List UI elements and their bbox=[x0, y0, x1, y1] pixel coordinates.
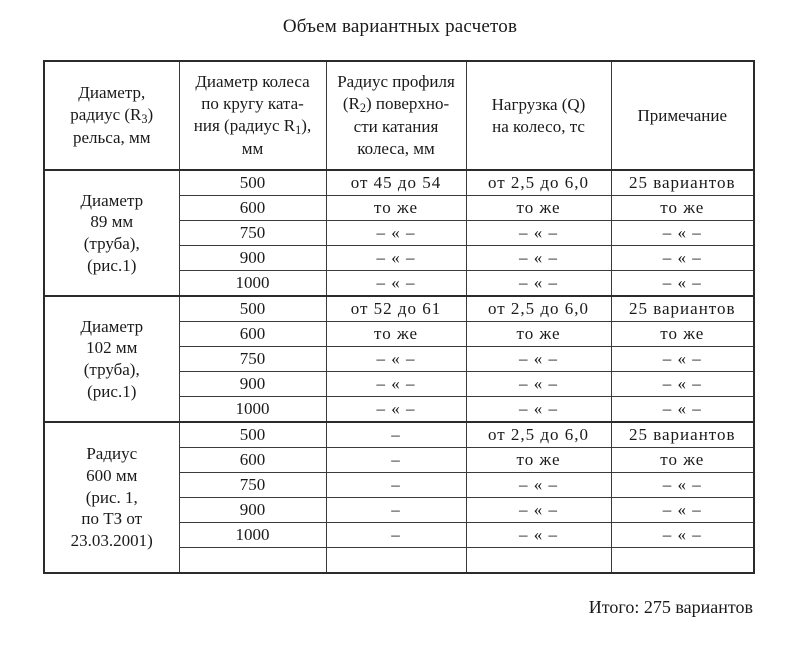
cell-load: – « – bbox=[466, 397, 611, 423]
table-header bbox=[44, 61, 754, 170]
group-label-line: (труба), bbox=[83, 360, 140, 379]
cell-wheel-diameter: 500 bbox=[179, 296, 326, 322]
cell-wheel-diameter: 900 bbox=[179, 372, 326, 397]
cell-profile-radius: – bbox=[326, 422, 466, 448]
header-text: (R bbox=[342, 93, 360, 113]
cell-note: – « – bbox=[611, 498, 754, 523]
table-body bbox=[44, 170, 754, 573]
cell-profile-radius: – bbox=[326, 523, 466, 548]
group-label-cell bbox=[44, 170, 179, 296]
cell-profile-radius: – bbox=[326, 473, 466, 498]
column-header-rail-diameter bbox=[44, 61, 179, 170]
cell-profile-radius: то же bbox=[326, 322, 466, 347]
cell-load: то же bbox=[466, 448, 611, 473]
cell-profile-radius: – « – bbox=[326, 246, 466, 271]
group-label-cell bbox=[44, 422, 179, 573]
header-text: ), bbox=[301, 115, 312, 135]
cell-note: 25 вариантов bbox=[611, 170, 754, 196]
cell-wheel-diameter: 900 bbox=[179, 498, 326, 523]
cell-profile-radius: от 52 до 61 bbox=[326, 296, 466, 322]
column-header-note bbox=[611, 61, 754, 170]
cell-wheel-diameter: 1000 bbox=[179, 397, 326, 423]
cell-wheel-diameter: 600 bbox=[179, 196, 326, 221]
group-label-line: (рис.1) bbox=[87, 255, 137, 275]
cell-note: то же bbox=[611, 196, 754, 221]
table-row bbox=[44, 422, 754, 448]
subscript-r3: 3 bbox=[141, 111, 148, 126]
cell-load: – « – bbox=[466, 347, 611, 372]
table-row bbox=[44, 170, 754, 196]
cell-profile-radius: от 45 до 54 bbox=[326, 170, 466, 196]
header-line: Примечание bbox=[637, 105, 728, 125]
cell-note: то же bbox=[611, 322, 754, 347]
cell-profile-radius: то же bbox=[326, 196, 466, 221]
cell-wheel-diameter: 500 bbox=[179, 170, 326, 196]
header-line bbox=[183, 115, 323, 139]
cell-note: – « – bbox=[611, 397, 754, 423]
header-line bbox=[330, 93, 463, 117]
header-line: Диаметр, bbox=[78, 82, 146, 102]
column-header-wheel-diameter bbox=[179, 61, 326, 170]
cell-load: – « – bbox=[466, 271, 611, 297]
cell-wheel-diameter: 600 bbox=[179, 448, 326, 473]
header-line: Нагрузка (Q) bbox=[491, 94, 586, 114]
cell-note: – « – bbox=[611, 271, 754, 297]
cell-wheel-diameter: 750 bbox=[179, 473, 326, 498]
header-line: на колесо, тс bbox=[492, 116, 585, 136]
header-text: ния (радиус R bbox=[193, 115, 296, 135]
header-text: ) поверхно- bbox=[365, 93, 450, 113]
subscript-r1: 1 bbox=[295, 122, 302, 137]
group-label-line: Диаметр bbox=[80, 190, 144, 210]
cell-profile-radius: – « – bbox=[326, 221, 466, 246]
group-label-line: Радиус bbox=[86, 444, 138, 464]
header-text: ) bbox=[147, 104, 154, 124]
group-label-line: (рис.1) bbox=[87, 381, 137, 401]
cell-load: от 2,5 до 6,0 bbox=[466, 296, 611, 322]
variant-calculation-table bbox=[43, 60, 755, 574]
header-line: рельса, мм bbox=[72, 128, 151, 148]
cell-note: – « – bbox=[611, 347, 754, 372]
header-line: мм bbox=[241, 139, 264, 159]
cell-load bbox=[466, 548, 611, 574]
cell-load: – « – bbox=[466, 498, 611, 523]
header-line: Радиус профиля bbox=[337, 72, 455, 92]
cell-wheel-diameter: 750 bbox=[179, 221, 326, 246]
cell-load: от 2,5 до 6,0 bbox=[466, 170, 611, 196]
cell-note: 25 вариантов bbox=[611, 296, 754, 322]
total-label: Итого: 275 вариантов bbox=[588, 597, 753, 617]
cell-wheel-diameter: 1000 bbox=[179, 523, 326, 548]
cell-load: то же bbox=[466, 196, 611, 221]
cell-note: – « – bbox=[611, 523, 754, 548]
group-label-line: 102 мм bbox=[86, 338, 138, 358]
calculation-table-container bbox=[43, 60, 753, 574]
cell-load: – « – bbox=[466, 246, 611, 271]
group-label-line: 23.03.2001) bbox=[70, 531, 153, 551]
cell-profile-radius: – bbox=[326, 498, 466, 523]
cell-wheel-diameter: 900 bbox=[179, 246, 326, 271]
cell-note: – « – bbox=[611, 246, 754, 271]
cell-profile-radius bbox=[326, 548, 466, 574]
column-header-load bbox=[466, 61, 611, 170]
subscript-r2: 2 bbox=[359, 100, 366, 115]
cell-profile-radius: – « – bbox=[326, 271, 466, 297]
cell-note: – « – bbox=[611, 473, 754, 498]
cell-note: 25 вариантов bbox=[611, 422, 754, 448]
cell-note bbox=[611, 548, 754, 574]
header-line: сти катания bbox=[353, 117, 439, 137]
group-label-line: по ТЗ от bbox=[81, 509, 143, 529]
cell-wheel-diameter: 500 bbox=[179, 422, 326, 448]
header-line bbox=[48, 104, 176, 128]
header-line: Диаметр колеса bbox=[195, 72, 310, 92]
column-header-profile-radius bbox=[326, 61, 466, 170]
group-label-line: (труба), bbox=[83, 234, 140, 253]
cell-note: то же bbox=[611, 448, 754, 473]
group-label-cell bbox=[44, 296, 179, 422]
group-label-line: 89 мм bbox=[90, 212, 134, 232]
cell-load: – « – bbox=[466, 523, 611, 548]
cell-wheel-diameter: 600 bbox=[179, 322, 326, 347]
cell-load: – « – bbox=[466, 372, 611, 397]
header-text: радиус (R bbox=[70, 104, 142, 124]
cell-wheel-diameter bbox=[179, 548, 326, 574]
group-label-line: Диаметр bbox=[80, 316, 144, 336]
header-line: колеса, мм bbox=[357, 139, 435, 159]
cell-wheel-diameter: 750 bbox=[179, 347, 326, 372]
cell-profile-radius: – « – bbox=[326, 372, 466, 397]
cell-note: – « – bbox=[611, 221, 754, 246]
group-label-line: 600 мм bbox=[86, 465, 138, 485]
header-line: по кругу ката- bbox=[201, 93, 304, 113]
cell-load: – « – bbox=[466, 221, 611, 246]
group-label-line: (рис. 1, bbox=[85, 487, 138, 507]
cell-wheel-diameter: 1000 bbox=[179, 271, 326, 297]
cell-load: от 2,5 до 6,0 bbox=[466, 422, 611, 448]
table-row bbox=[44, 296, 754, 322]
cell-profile-radius: – bbox=[326, 448, 466, 473]
cell-profile-radius: – « – bbox=[326, 397, 466, 423]
cell-profile-radius: – « – bbox=[326, 347, 466, 372]
page-title: Объем вариантных расчетов bbox=[282, 16, 518, 37]
cell-load: – « – bbox=[466, 473, 611, 498]
table-header-row bbox=[44, 61, 754, 170]
cell-note: – « – bbox=[611, 372, 754, 397]
cell-load: то же bbox=[466, 322, 611, 347]
